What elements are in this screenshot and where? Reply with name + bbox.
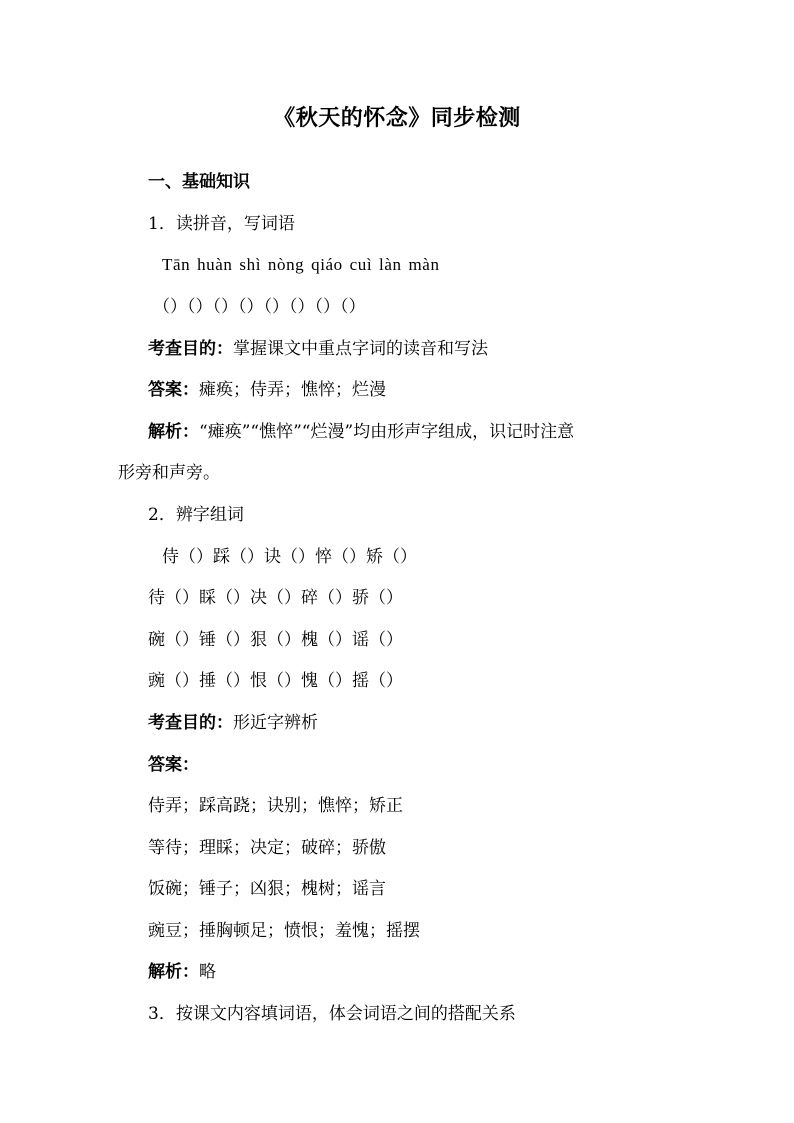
question-2-purpose — [148, 711, 318, 735]
question-3-number: 3． — [148, 1004, 176, 1024]
question-1-analysis — [148, 420, 574, 444]
analysis-label: 解析： — [148, 962, 199, 982]
question-2-row-2: 待（）睬（）决（）碎（）骄（） — [148, 588, 403, 608]
question-2-prompt — [148, 503, 244, 527]
question-3-text: 按课文内容填词语，体会词语之间的搭配关系 — [175, 1004, 516, 1024]
section-heading-basics: 一、基础知识 — [148, 172, 250, 192]
purpose-text: 形近字辨析 — [233, 713, 318, 733]
question-2-answer-4: 豌豆；捶胸顿足；愤恨；羞愧；摇摆 — [148, 921, 420, 941]
question-1-text: 读拼音，写词语 — [175, 214, 295, 234]
purpose-label: 考查目的： — [148, 713, 233, 733]
question-2-text: 辨字组词 — [175, 505, 244, 525]
question-2-number: 2． — [148, 505, 176, 525]
question-1-purpose — [148, 337, 488, 361]
question-2-row-4: 豌（）捶（）恨（）愧（）摇（） — [148, 671, 403, 691]
question-2-row-3: 碗（）锤（）狠（）槐（）谣（） — [148, 630, 403, 650]
question-1-answer — [148, 378, 386, 402]
answer-text: 瘫痪；侍弄；憔悴；烂漫 — [199, 380, 386, 400]
question-1-pinyin: Tān huàn shì nòng qiáo cuì làn màn — [162, 255, 440, 274]
question-2-answer-1: 侍弄；踩高跷；诀别；憔悴；矫正 — [148, 796, 403, 816]
analysis-text: “瘫痪”“憔悴”“烂漫”均由形声字组成，识记时注意 — [199, 422, 575, 442]
question-1-blanks: （）（）（）（）（）（）（）（） — [153, 297, 366, 317]
question-3-prompt — [148, 1002, 516, 1026]
question-1-prompt — [148, 212, 295, 236]
question-2-answer-label: 答案： — [148, 755, 199, 775]
question-2-analysis — [148, 960, 216, 984]
answer-label: 答案： — [148, 380, 199, 400]
question-2-row-1: 侍（）踩（）诀（）悴（）矫（） — [162, 547, 417, 567]
analysis-text: 略 — [199, 962, 216, 982]
question-2-answer-2: 等待；理睬；决定；破碎；骄傲 — [148, 838, 386, 858]
page-title: 《秋天的怀念》同步检测 — [273, 105, 521, 131]
question-1-number: 1． — [148, 214, 176, 234]
question-1-analysis-continued: 形旁和声旁。 — [118, 463, 220, 483]
analysis-label: 解析： — [148, 422, 199, 442]
purpose-label: 考查目的： — [148, 339, 233, 359]
question-2-answer-3: 饭碗；锤子；凶狠；槐树；谣言 — [148, 879, 386, 899]
purpose-text: 掌握课文中重点字词的读音和写法 — [233, 339, 488, 359]
